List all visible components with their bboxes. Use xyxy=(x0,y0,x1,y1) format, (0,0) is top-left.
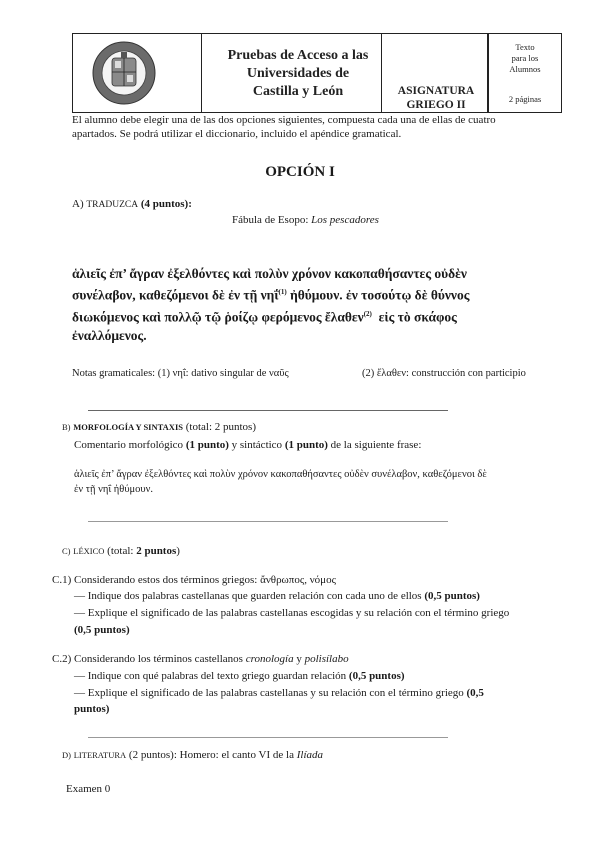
university-seal-icon xyxy=(92,40,156,106)
subject: ASIGNATURA GRIEGO II xyxy=(397,85,475,111)
option-title: OPCIÓN I xyxy=(265,164,335,180)
page-count: 2 páginas xyxy=(508,94,542,104)
section-b-heading: B) MORFOLOGÍA Y SINTAXIS (total: 2 puntos) xyxy=(62,421,257,433)
greek-text: ἁλιεῖς ἐπ’ ἄγραν ἐξελθόντες καὶ πολὺν χρόνον κακοπαθήσαντες οὐδὲν συνέλαβον, καθεζόμενοι δὲ ἐν τῇ νηΐ$^{(1)}$ ἠθύμουν. ἐν τοσούτῳ δὲ θύννος διωκόμενος καὶ πολλῷ τῷ ῥοίζῳ φερόμενος ἔλαθεν$^{(2)}$ εἰς τὸ σκάφος ἐναλλόμενος. xyxy=(72,266,470,343)
section-c-heading: C) LÉXICO (total: 2 puntos) xyxy=(62,545,180,557)
instructions: El alumno debe elegir una de las dos opciones siguientes, compuesta cada una de ellas de cuatro apartados. Se podrá utilizar el diccionario, incluido el apéndice gramatical. xyxy=(72,114,496,140)
section-b-greek: ἁλιεῖς ἐπ’ ἄγραν ἐξελθόντες καὶ πολὺν χρόνον κακοπαθήσαντες οὐδὲν συνέλαβον, καθεζόμενοι δὲ ἐν τῇ νηΐ ἠθύμουν. xyxy=(74,469,487,495)
c1-question-b: — Explique el significado de las palabras castellanas escogidas y su relación con el término griego xyxy=(74,607,510,619)
c2-question-b: — Explique el significado de las palabras castellanas y su relación con el término griego (0,5 xyxy=(74,687,484,699)
subject-cell xyxy=(381,34,489,112)
divider xyxy=(88,737,448,738)
document-type-cell xyxy=(487,34,562,112)
section-d-heading: D) LITERATURA (2 puntos): Homero: el canto VI de la Ilíada xyxy=(62,749,323,761)
university-cell xyxy=(201,34,381,112)
c1-question-a: — Indique dos palabras castellanas que guarden relación con cada uno de ellos (0,5 puntos) xyxy=(74,590,480,602)
logo-cell xyxy=(73,34,202,112)
footer-exam-label: Examen 0 xyxy=(66,783,111,795)
document-type: Texto para los Alumnos xyxy=(509,42,541,74)
c1-intro: C.1) Considerando estos dos términos griegos: ἄνθρωπος, νόμος xyxy=(52,574,336,586)
divider xyxy=(88,521,448,522)
exam-header xyxy=(72,33,562,113)
grammar-note-2: (2) ἔλαθεν: construcción con participio xyxy=(362,368,526,379)
c2-question-a: — Indique con qué palabras del texto griego guardan relación (0,5 puntos) xyxy=(74,670,405,682)
c1-question-b-points: (0,5 puntos) xyxy=(74,624,130,636)
c2-intro: C.2) Considerando los términos castellanos cronología y polisílabo xyxy=(52,653,349,665)
divider xyxy=(88,410,448,411)
grammar-note-1: Notas gramaticales: (1) νηΐ: dativo singular de ναῦς xyxy=(72,368,289,379)
c2-question-b-points: puntos) xyxy=(74,703,110,715)
section-b-instructions: Comentario morfológico (1 punto) y sintáctico (1 punto) de la siguiente frase: xyxy=(74,439,422,451)
university-name: Pruebas de Acceso a las Universidades de Castilla y León xyxy=(227,48,369,99)
fable-title: Fábula de Esopo: Los pescadores xyxy=(232,214,379,226)
section-a-heading: A) TRADUZCA (4 puntos): xyxy=(72,198,192,210)
